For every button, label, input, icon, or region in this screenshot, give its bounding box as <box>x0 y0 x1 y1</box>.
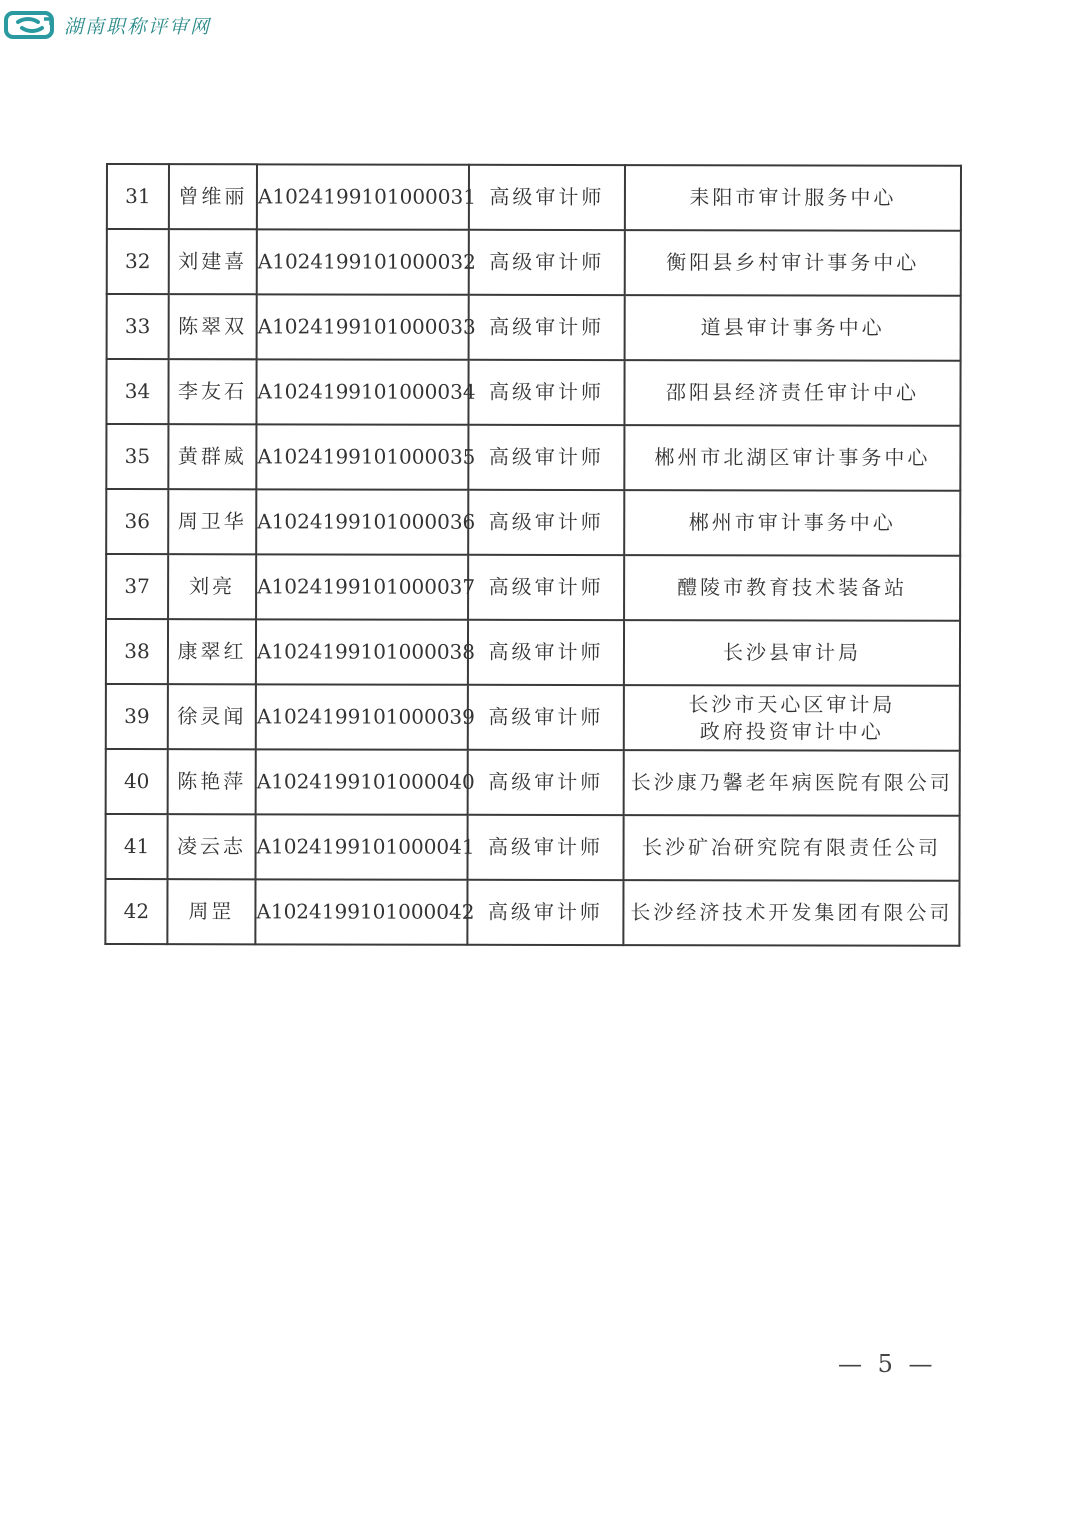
table-row <box>107 164 961 231</box>
name-cell: 周卫华 <box>168 489 256 554</box>
qualification-title-cell: 高级审计师 <box>468 490 624 555</box>
row-number-cell: 31 <box>107 164 169 229</box>
name-cell: 刘亮 <box>168 554 256 619</box>
table-row <box>106 424 960 491</box>
page-number: — 5 — <box>838 1350 937 1378</box>
row-number-cell: 33 <box>107 294 169 359</box>
organization-line: 长沙经济技术开发集团有限公司 <box>630 900 953 925</box>
organization-cell <box>624 425 960 491</box>
qualification-title-cell: 高级审计师 <box>469 165 625 230</box>
organization-line: 郴州市北湖区审计事务中心 <box>654 445 931 470</box>
row-number-cell: 32 <box>107 229 169 294</box>
name-cell: 徐灵闻 <box>168 684 256 749</box>
name-cell: 李友石 <box>168 359 256 424</box>
qualification-title-cell: 高级审计师 <box>468 685 624 750</box>
name-cell: 凌云志 <box>168 814 256 879</box>
name-cell: 黄群威 <box>168 424 256 489</box>
name-cell: 康翠红 <box>168 619 256 684</box>
certificate-id-cell: A1024199101000033 <box>257 294 469 359</box>
table-row <box>107 229 961 296</box>
organization-cell <box>625 165 961 231</box>
organization-cell <box>623 815 959 881</box>
organization-line: 道县审计事务中心 <box>700 315 885 340</box>
row-number-cell: 42 <box>105 879 167 944</box>
qualification-title-cell: 高级审计师 <box>469 295 625 360</box>
row-number-cell: 36 <box>106 489 168 554</box>
roster-table-body <box>105 164 961 946</box>
organization-line: 邵阳县经济责任审计中心 <box>665 380 920 405</box>
qualification-title-cell: 高级审计师 <box>467 880 623 945</box>
row-number-cell: 35 <box>106 424 168 489</box>
qualification-title-cell: 高级审计师 <box>468 360 624 425</box>
row-number-cell: 34 <box>106 359 168 424</box>
organization-cell <box>624 620 960 686</box>
qualification-title-cell: 高级审计师 <box>468 425 624 490</box>
row-number-cell: 38 <box>106 619 168 684</box>
organization-line: 耒阳市审计服务中心 <box>689 185 897 210</box>
row-number-cell: 37 <box>106 554 168 619</box>
certificate-id-cell: A1024199101000034 <box>256 359 468 424</box>
certificate-id-cell: A1024199101000039 <box>256 684 468 749</box>
organization-line: 长沙县审计局 <box>722 640 862 665</box>
organization-cell <box>624 360 960 426</box>
watermark-text: 湖南职称评审网 <box>64 15 212 38</box>
organization-cell <box>623 880 959 946</box>
site-watermark <box>4 8 211 42</box>
name-cell: 曾维丽 <box>169 164 257 229</box>
qualification-title-cell: 高级审计师 <box>468 750 624 815</box>
hunan-title-evaluation-logo-icon <box>4 10 56 40</box>
organization-line: 长沙康乃馨老年病医院有限公司 <box>630 770 953 795</box>
organization-line: 长沙矿冶研究院有限责任公司 <box>642 835 942 860</box>
table-row <box>106 814 960 881</box>
table-row <box>106 749 960 816</box>
organization-line: 衡阳县乡村审计事务中心 <box>666 250 920 275</box>
qualification-title-cell: 高级审计师 <box>469 230 625 295</box>
row-number-cell: 39 <box>106 684 168 749</box>
organization-line: 长沙市天心区审计局 <box>688 691 896 717</box>
certificate-id-cell: A1024199101000036 <box>256 489 468 554</box>
certificate-id-cell: A1024199101000035 <box>256 424 468 489</box>
organization-line: 郴州市审计事务中心 <box>688 510 896 535</box>
certificate-id-cell: A1024199101000032 <box>257 229 469 294</box>
organization-line: 醴陵市教育技术装备站 <box>677 575 908 600</box>
certificate-id-cell: A1024199101000041 <box>256 814 468 879</box>
organization-cell <box>624 750 960 816</box>
organization-cell <box>624 555 960 621</box>
certificate-id-cell: A1024199101000037 <box>256 554 468 619</box>
certificate-id-cell: A1024199101000038 <box>256 619 468 684</box>
qualification-title-cell: 高级审计师 <box>468 555 624 620</box>
certificate-id-cell: A1024199101000040 <box>256 749 468 814</box>
organization-line: 政府投资审计中心 <box>699 718 884 744</box>
name-cell: 刘建喜 <box>169 229 257 294</box>
organization-cell <box>624 685 960 751</box>
table-row <box>106 684 960 751</box>
table-row <box>106 359 960 426</box>
qualification-title-cell: 高级审计师 <box>468 620 624 685</box>
organization-cell <box>625 230 961 296</box>
name-cell: 陈艳萍 <box>168 749 256 814</box>
name-cell: 周罡 <box>167 879 255 944</box>
row-number-cell: 40 <box>106 749 168 814</box>
name-cell: 陈翠双 <box>169 294 257 359</box>
certificate-id-cell: A1024199101000031 <box>257 164 469 229</box>
table-row <box>106 489 960 556</box>
row-number-cell: 41 <box>106 814 168 879</box>
table-row <box>106 554 960 621</box>
certificate-id-cell: A1024199101000042 <box>255 879 467 944</box>
table-row <box>105 879 959 946</box>
qualification-title-cell: 高级审计师 <box>467 815 623 880</box>
organization-cell <box>624 490 960 556</box>
table-row <box>106 619 960 686</box>
organization-cell <box>625 295 961 361</box>
roster-table <box>104 163 962 947</box>
table-row <box>107 294 961 361</box>
